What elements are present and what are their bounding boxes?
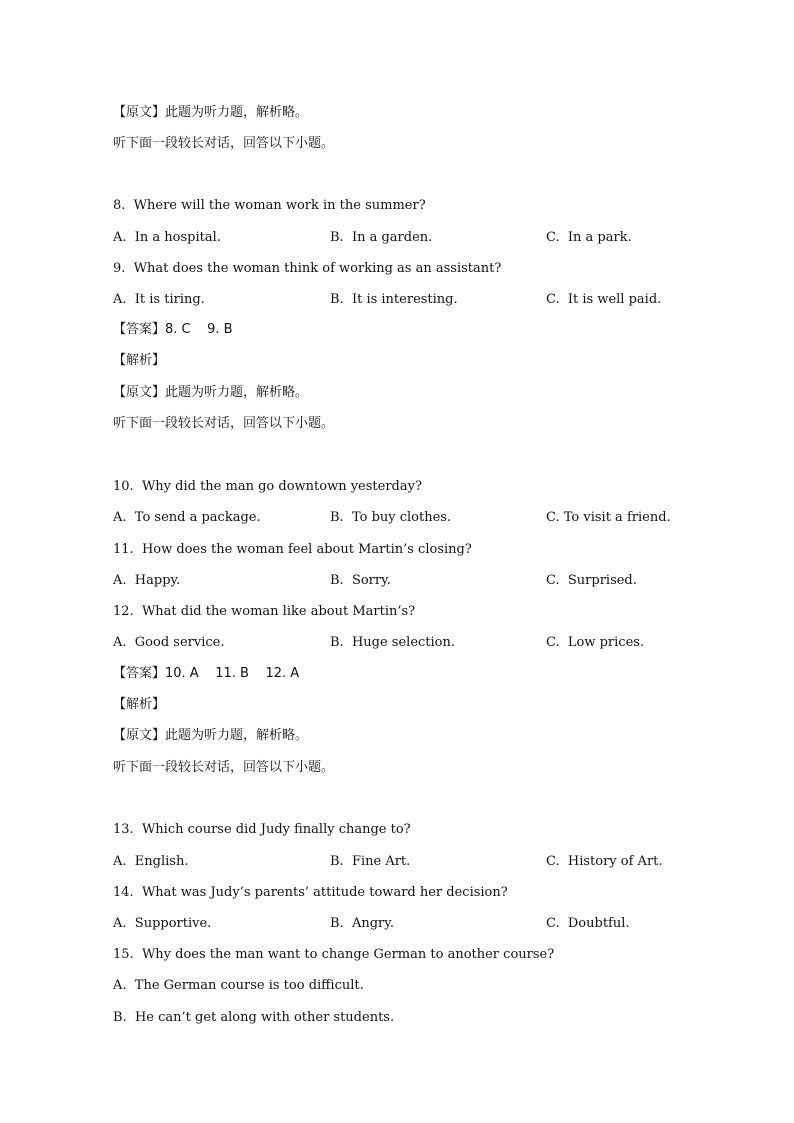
original-text-note: 【原文】此题为听力题，解析略。 bbox=[113, 105, 309, 120]
question-11-option-c: C. Surprised. bbox=[546, 573, 637, 588]
question-8: 8. Where will the woman work in the summer? bbox=[113, 198, 426, 213]
question-12-option-a: A. Good service. bbox=[113, 635, 225, 650]
question-10-option-b: B. To buy clothes. bbox=[330, 510, 452, 525]
listening-instruction: 听下面一段较长对话，回答以下小题。 bbox=[113, 760, 335, 775]
question-9-option-b: B. It is interesting. bbox=[330, 292, 458, 307]
original-text-note: 【原文】此题为听力题，解析略。 bbox=[113, 385, 309, 400]
question-8-option-b: B. In a garden. bbox=[330, 230, 433, 245]
answer-key: 【答案】10. A 11. B 12. A bbox=[113, 666, 300, 681]
listening-instruction: 听下面一段较长对话，回答以下小题。 bbox=[113, 416, 335, 431]
question-15-option-a: A. The German course is too difficult. bbox=[113, 978, 364, 993]
question-11: 11. How does the woman feel about Martin’s closing? bbox=[113, 542, 472, 557]
question-10-option-c: C. To visit a friend. bbox=[546, 510, 671, 525]
analysis-heading: 【解析】 bbox=[113, 353, 166, 368]
question-13-option-c: C. History of Art. bbox=[546, 854, 663, 869]
question-15-option-b: B. He can’t get along with other students. bbox=[113, 1010, 395, 1025]
original-text-note: 【原文】此题为听力题，解析略。 bbox=[113, 728, 309, 743]
analysis-heading: 【解析】 bbox=[113, 697, 166, 712]
question-11-option-b: B. Sorry. bbox=[330, 573, 391, 588]
question-8-option-a: A. In a hospital. bbox=[113, 230, 221, 245]
question-12-option-b: B. Huge selection. bbox=[330, 635, 456, 650]
question-15: 15. Why does the man want to change German to another course? bbox=[113, 947, 555, 962]
question-14: 14. What was Judy’s parents’ attitude toward her decision? bbox=[113, 885, 508, 900]
question-12: 12. What did the woman like about Martin’s? bbox=[113, 604, 416, 619]
question-9-option-c: C. It is well paid. bbox=[546, 292, 662, 307]
question-14-option-c: C. Doubtful. bbox=[546, 916, 630, 931]
answer-key: 【答案】8. C 9. B bbox=[113, 322, 233, 337]
question-10-option-a: A. To send a package. bbox=[113, 510, 261, 525]
question-13-option-b: B. Fine Art. bbox=[330, 854, 411, 869]
question-14-option-b: B. Angry. bbox=[330, 916, 394, 931]
question-14-option-a: A. Supportive. bbox=[113, 916, 212, 931]
listening-instruction: 听下面一段较长对话，回答以下小题。 bbox=[113, 136, 335, 151]
question-8-option-c: C. In a park. bbox=[546, 230, 632, 245]
question-13: 13. Which course did Judy finally change to? bbox=[113, 822, 411, 837]
question-13-option-a: A. English. bbox=[113, 854, 189, 869]
question-10: 10. Why did the man go downtown yesterday? bbox=[113, 479, 422, 494]
question-11-option-a: A. Happy. bbox=[113, 573, 181, 588]
question-9: 9. What does the woman think of working as an assistant? bbox=[113, 261, 502, 276]
question-12-option-c: C. Low prices. bbox=[546, 635, 645, 650]
question-9-option-a: A. It is tiring. bbox=[113, 292, 205, 307]
